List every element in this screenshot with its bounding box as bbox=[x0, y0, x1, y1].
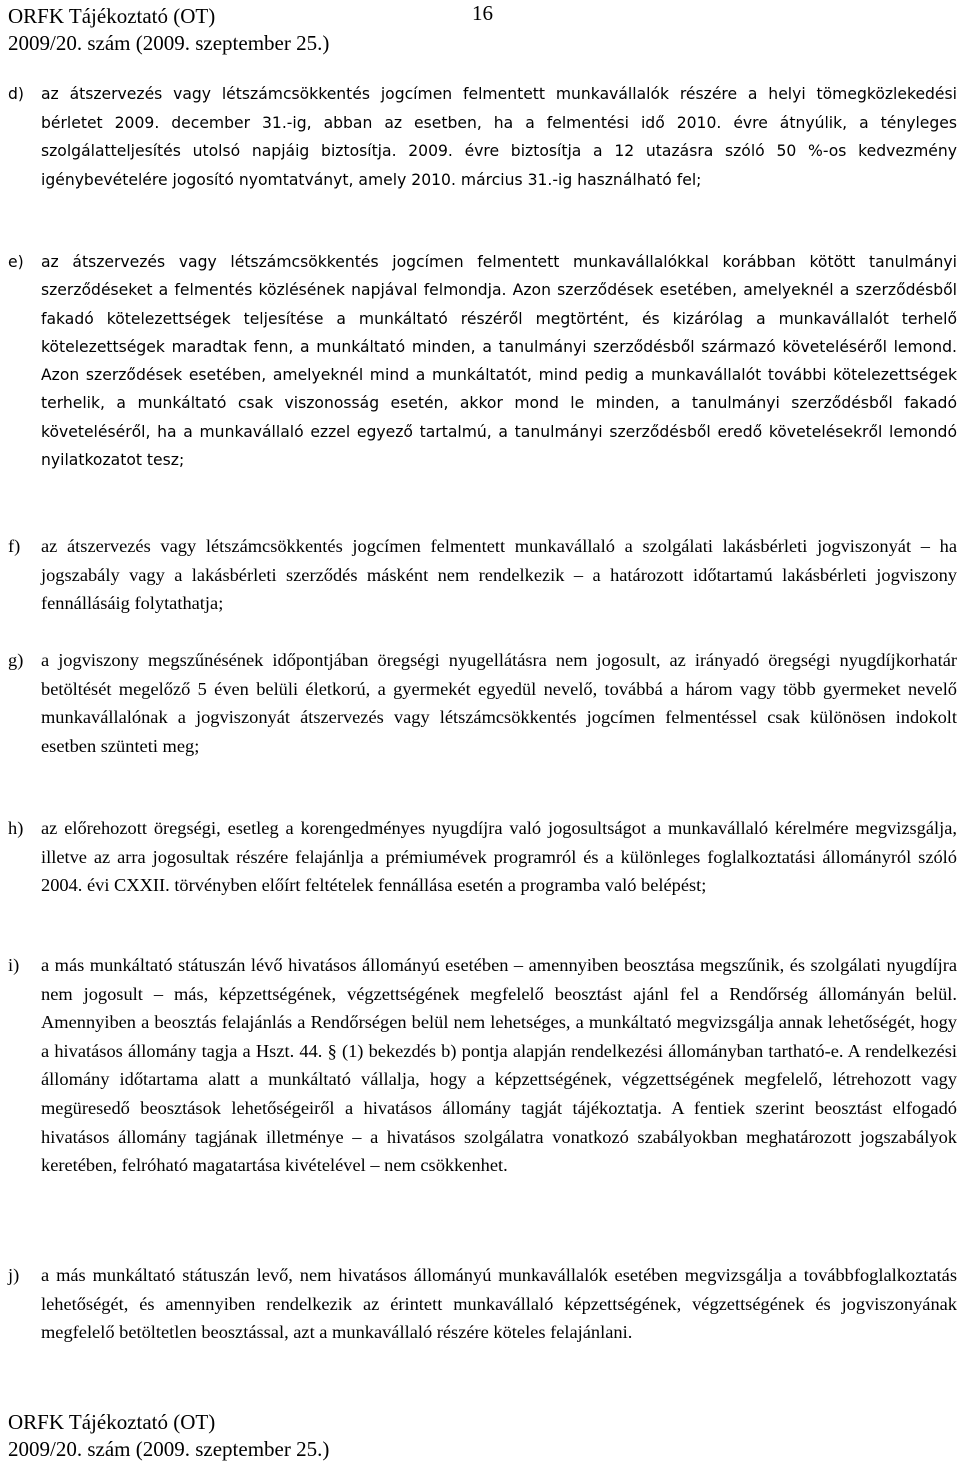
list-item-letter: g) bbox=[8, 650, 24, 670]
list-item-text: a jogviszony megszűnésének időpontjában öregségi nyugellátásra nem jogosult, az irányadó öregségi nyugdíjkorhatár betöltését megelőző 5 éven belüli életkorú, a gyermekét egyedül nevelő, továbbá a három vagy több gyermeket nevelő munkavállalónak a jogviszonyát átszervezés vagy létszámcsökkentés jogcímen felmentéssel csak különösen indokolt esetben szünteti meg; bbox=[41, 650, 957, 756]
page-header bbox=[8, 3, 329, 57]
list-item-text: a más munkáltató státuszán lévő hivatásos állományú esetében – amennyiben beosztása megszűnik, és szolgálati nyugdíjra nem jogosult – más, képzettségének, végzettségének megfelelő beosztást ajánl fel a Rendőrség állományán belül. Amennyiben a beosztás felajánlás a Rendőrségen belül nem lehetséges, a munkáltató megvizsgálja annak lehetőségét, hogy a hivatásos állomány tagja a Hszt. 44. § (1) bekezdés b) pontja alapján rendelkezési állományban tartható-e. A rendelkezési állomány időtartama alatt a munkáltató vállalja, hogy a képzettségének, végzettségének megfelelő, létrehozott vagy megüresedő beosztások lehetőségeiről a hivatásos állomány tagját tájékoztatja. A fentiek szerint beosztást elfogadó hivatásos állomány tagjának illetménye – a hivatásos szolgálatra vonatkozó szabályokban meghatározott jogszabályok keretében, felróható magatartása kivételével – nem csökkenhet. bbox=[41, 955, 957, 1176]
list-item-letter: e) bbox=[8, 253, 24, 271]
list-item-e bbox=[8, 248, 957, 474]
list-item-j bbox=[8, 1261, 957, 1347]
list-item-letter: f) bbox=[8, 536, 21, 556]
list-item-letter: j) bbox=[8, 1265, 20, 1285]
footer-title: ORFK Tájékoztató (OT) bbox=[8, 1410, 216, 1434]
page-footer bbox=[8, 1409, 329, 1463]
list-item-text: az átszervezés vagy létszámcsökkentés jogcímen felmentett munkavállalók részére a helyi tömegközlekedési bérletet 2009. december 31.-ig, abban az esetben, ha a felmentési idő 2010. évre átnyúlik, a tényleges szolgálatteljesítés utolsó napjáig biztosítja. 2009. évre biztosítja a 12 utazásra szóló 50 %-os kedvezmény igénybevételére jogosító nyomtatványt, amely 2010. március 31.-ig használható fel; bbox=[41, 85, 957, 189]
list-item-text: a más munkáltató státuszán levő, nem hivatásos állományú munkavállalók esetében megvizsgálja a továbbfoglalkoztatás lehetőségét, és amennyiben rendelkezik az érintett munkavállaló képzettségének, végzettségének és jogviszonyának megfelelő betöltetlen beosztással, azt a munkavállaló részére köteles felajánlani. bbox=[41, 1265, 957, 1343]
list-item-d bbox=[8, 80, 957, 194]
list-item-i bbox=[8, 951, 957, 1180]
list-item-g bbox=[8, 646, 957, 760]
list-item-letter: h) bbox=[8, 818, 24, 838]
footer-issue: 2009/20. szám (2009. szeptember 25.) bbox=[8, 1437, 330, 1461]
list-item-letter: i) bbox=[8, 955, 20, 975]
list-item-letter: d) bbox=[8, 85, 24, 103]
header-issue: 2009/20. szám (2009. szeptember 25.) bbox=[8, 31, 330, 55]
list-item-f bbox=[8, 532, 957, 618]
list-item-text: az előrehozott öregségi, esetleg a korengedményes nyugdíjra való jogosultságot a munkavállaló kérelmére megvizsgálja, illetve az arra jogosultak részére felajánlja a prémiumévek programról és a különleges foglalkoztatási állományról szóló 2004. évi CXXII. törvényben előírt feltételek fennállása esetén a programba való belépést; bbox=[41, 818, 957, 896]
list-item-text: az átszervezés vagy létszámcsökkentés jogcímen felmentett munkavállalókkal korábban kötött tanulmányi szerződéseket a felmentés közlésének napjával felmondja. Azon szerződések esetében, amelyeknél a szerződésből fakadó kötelezettségek teljesítése a munkáltató részéről megtörtént, és kizárólag a munkavállalót terhelő kötelezettségek maradtak fenn, a munkáltató minden, a tanulmányi szerződésből származó követeléséről lemond. Azon szerződések esetében, amelyeknél mind a munkáltatót, mind pedig a munkavállalót további kötelezettségek terhelik, a munkáltató csak viszonosság esetén, akkor mond le minden, a tanulmányi szerződésből fakadó követeléséről, ha a munkavállaló ezzel egyező tartalmú, a tanulmányi szerződésből eredő követelésekről lemondó nyilatkozatot tesz; bbox=[41, 253, 957, 470]
list-item-text: az átszervezés vagy létszámcsökkentés jogcímen felmentett munkavállaló a szolgálati lakásbérleti jogviszonyát – ha jogszabály vagy a lakásbérleti szerződés másként nem rendelkezik – a határozott időtartamú lakásbérleti jogviszony fennállásáig folytathatja; bbox=[41, 536, 957, 614]
page-number: 16 bbox=[472, 1, 493, 25]
header-title: ORFK Tájékoztató (OT) bbox=[8, 4, 216, 28]
list-item-h bbox=[8, 814, 957, 900]
